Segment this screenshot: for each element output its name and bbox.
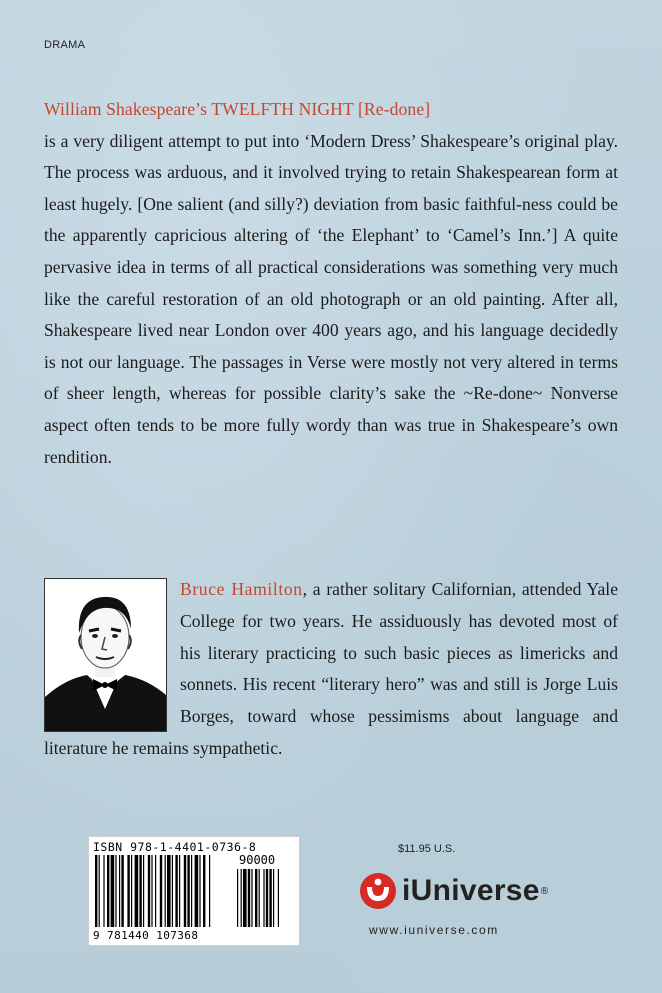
barcode-bar [131,855,132,927]
barcode-bar [167,855,171,927]
barcode-bar [175,855,177,927]
barcode-bar [179,855,180,927]
author-photo [44,578,167,732]
barcode-bar [187,855,189,927]
barcode-addon-bar [241,869,242,927]
barcode-addon-bar [269,869,271,927]
author-bio-text: , a rather solitary Californian, attended Yale College for two years. He assiduously has devoted most of his literary practicing to such basic pieces as limericks and sonnets. His recent “literary hero” was and still is Jorge Luis Borges, toward whose pessimisms about language and literature he remains sympathetic. [44,579,619,758]
publisher-name: iUniverse [402,874,540,907]
barcode-addon-bar [278,869,279,927]
publisher-url: www.iuniverse.com [369,923,499,937]
barcode-bar [195,855,199,927]
isbn-label: ISBN 978-1-4401-0736-8 [93,840,257,854]
author-name: Bruce Hamilton [180,579,303,599]
barcode-addon-bar [251,869,252,927]
barcode-bar [199,855,200,927]
barcode-bar [135,855,139,927]
barcode-bar [148,855,150,927]
description-title: William Shakespeare’s TWELFTH NIGHT [Re-done] [44,99,431,119]
barcode-digits: 9 781440 107368 [93,929,199,942]
barcode-bar [103,855,104,927]
author-portrait-icon [45,579,166,731]
barcode-bar [111,855,115,927]
barcode-bar [151,855,152,927]
genre-label: DRAMA [44,39,86,51]
barcode-bar [209,855,210,927]
barcode-bar [165,855,166,927]
barcode-bar [127,855,129,927]
registered-mark: ® [540,885,549,897]
barcode-bar [95,855,97,927]
barcode-addon-bar [243,869,247,927]
barcode-addon-bar [263,869,264,927]
barcode-addon-bar [248,869,250,927]
barcode-bar [121,855,123,927]
barcode-bar [99,855,100,927]
barcode-bar [203,855,205,927]
barcode-bar [184,855,186,927]
barcode-bar [160,855,162,927]
barcode-addon-bar [255,869,257,927]
barcode-addon-bar [266,869,268,927]
price-label: $11.95 U.S. [398,843,456,855]
isbn-barcode [88,836,300,946]
barcode-price-code: 90000 [239,853,276,867]
iuniverse-logo-icon [358,871,398,911]
barcode-bar [115,855,116,927]
barcode-bar [155,855,156,927]
barcode-bar [119,855,120,927]
description-body: is a very diligent attempt to put into ‘Modern Dress’ Shakespeare’s original play. The process was arduous, and it involved trying to retain Shakespearean form at least hugely. [One salient (and silly?) deviation from basic faithful-ness could be the apparently capricious altering of ‘the Elephant’ to ‘Camel’s Inn.’] A quite pervasive idea in terms of all practical considerations was something very much like the careful restoration of an old photograph or an old painting. After all, Shakespeare lived near London over 400 years ago, and his language decidedly is not our language. The passages in Verse were mostly not very altered in terms of sheer length, whereas for possible clarity’s sake the ~Re-done~ Nonverse aspect often tends to be more fully wordy than was true in Shakespeare’s own rendition. [44,130,618,467]
book-description [44,94,618,473]
barcode-bar [143,855,144,927]
barcode-bar [139,855,141,927]
barcode-addon-bar [273,869,274,927]
barcode-addon-bar [259,869,260,927]
publisher-logo [358,868,548,914]
barcode-bar [191,855,192,927]
barcode-bar [107,855,109,927]
barcode-bar [172,855,173,927]
barcode-addon-bar [237,869,238,927]
